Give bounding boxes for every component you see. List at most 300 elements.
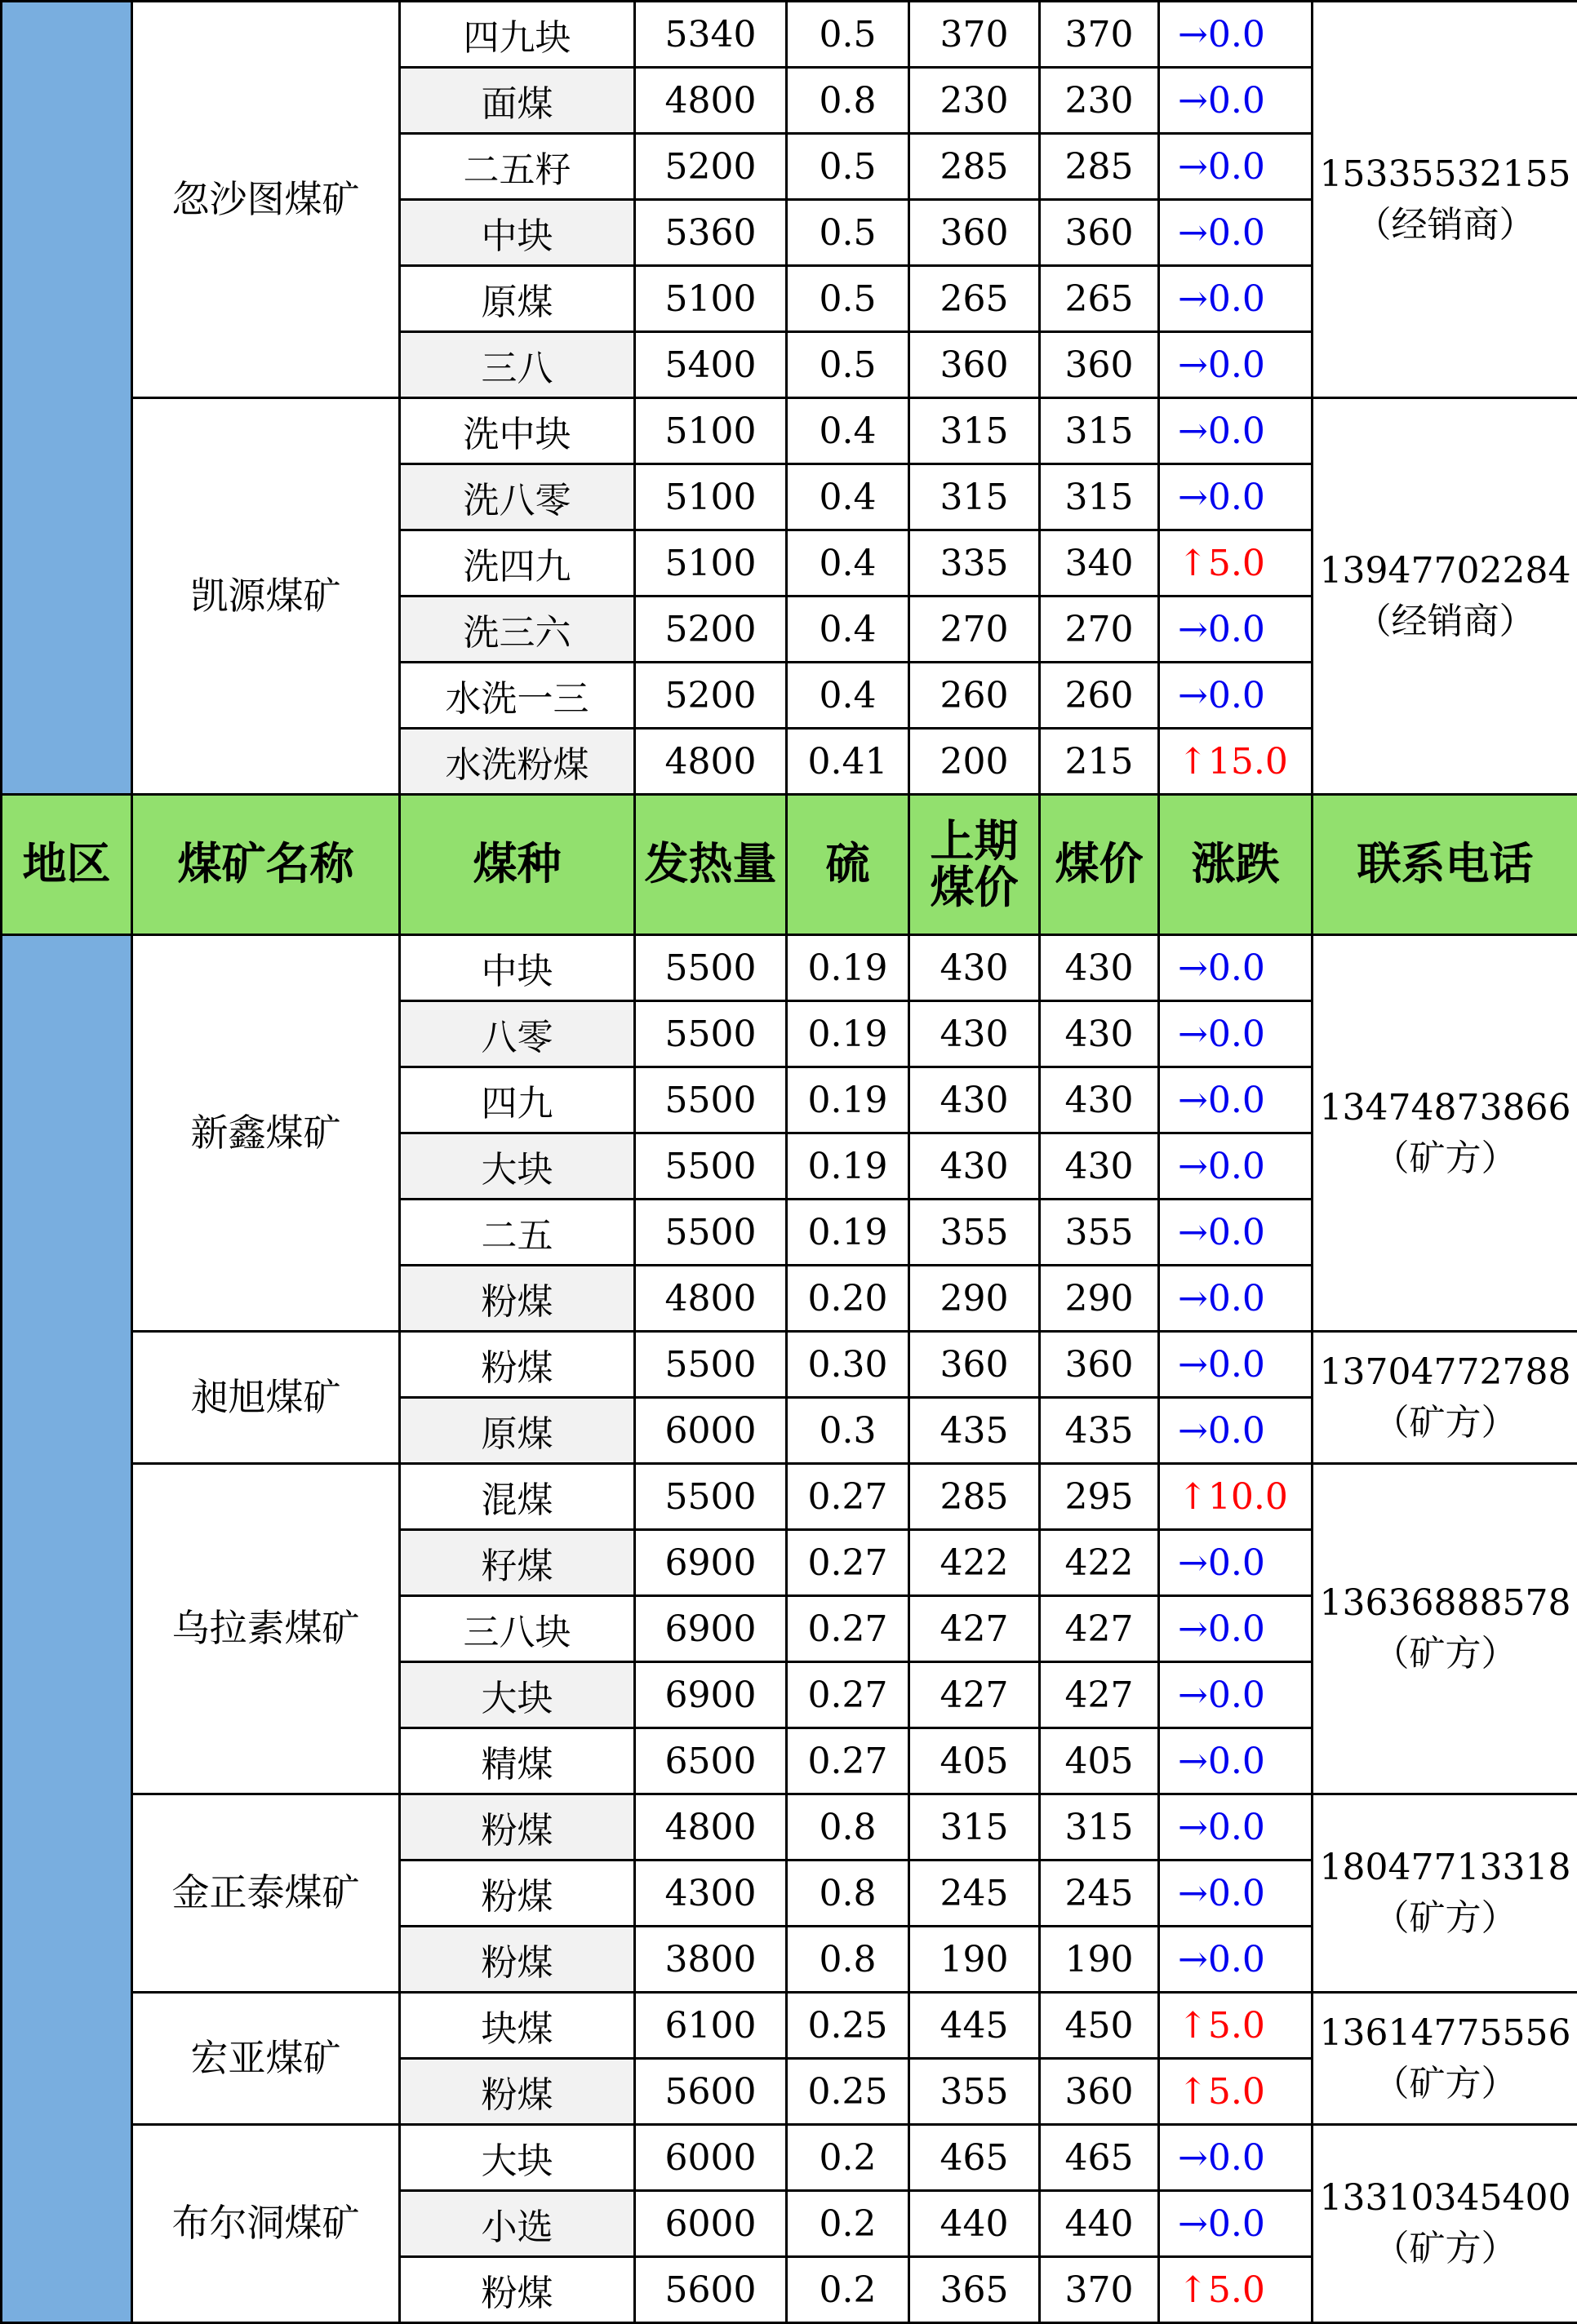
price-change — [1159, 1662, 1313, 1728]
price-change — [1159, 935, 1313, 1001]
coal-type: 粉煤 — [400, 1266, 635, 1332]
prev-price: 430 — [909, 1133, 1040, 1200]
calorific-value: 6000 — [635, 1398, 787, 1464]
up-arrow-icon: ↑ — [1178, 2070, 1208, 2113]
sulfur-value: 0.19 — [787, 1200, 909, 1266]
current-price: 422 — [1040, 1530, 1159, 1596]
coal-type: 中块 — [400, 935, 635, 1001]
mine-name: 昶旭煤矿 — [132, 1332, 400, 1464]
mine-name: 金正泰煤矿 — [132, 1794, 400, 1993]
prev-price: 422 — [909, 1530, 1040, 1596]
contact-role: （矿方） — [1373, 1401, 1517, 1444]
current-price: 230 — [1040, 68, 1159, 134]
price-change-value: 0.0 — [1207, 1608, 1265, 1650]
sulfur-value: 0.41 — [787, 729, 909, 795]
right-arrow-icon: → — [1178, 410, 1208, 452]
price-change-value: 0.0 — [1207, 1211, 1265, 1253]
coal-type: 粉煤 — [400, 1861, 635, 1927]
contact-role: （矿方） — [1373, 1137, 1517, 1179]
prev-price: 360 — [909, 200, 1040, 266]
coal-type: 大块 — [400, 2125, 635, 2191]
current-price: 260 — [1040, 663, 1159, 729]
current-price: 430 — [1040, 1133, 1159, 1200]
price-change — [1159, 2257, 1313, 2323]
calorific-value: 5500 — [635, 1332, 787, 1398]
prev-price: 405 — [909, 1728, 1040, 1794]
price-change-value: 0.0 — [1207, 608, 1265, 650]
coal-type: 洗八零 — [400, 464, 635, 530]
sulfur-value: 0.4 — [787, 663, 909, 729]
price-change — [1159, 1001, 1313, 1067]
current-price: 245 — [1040, 1861, 1159, 1927]
price-change — [1159, 1398, 1313, 1464]
sulfur-value: 0.20 — [787, 1266, 909, 1332]
price-change — [1159, 68, 1313, 134]
current-price: 290 — [1040, 1266, 1159, 1332]
prev-price: 360 — [909, 332, 1040, 398]
calorific-value: 3800 — [635, 1927, 787, 1993]
right-arrow-icon: → — [1178, 1541, 1208, 1584]
phone-number: 13704772788 — [1319, 1350, 1571, 1393]
sulfur-value: 0.2 — [787, 2191, 909, 2257]
calorific-value: 5500 — [635, 1200, 787, 1266]
calorific-value: 6100 — [635, 1993, 787, 2059]
price-change-value: 0.0 — [1207, 1079, 1265, 1121]
sulfur-value: 0.30 — [787, 1332, 909, 1398]
prev-price: 290 — [909, 1266, 1040, 1332]
current-price: 440 — [1040, 2191, 1159, 2257]
price-change — [1159, 663, 1313, 729]
right-arrow-icon: → — [1178, 1277, 1208, 1319]
right-arrow-icon: → — [1178, 608, 1208, 650]
prev-price: 260 — [909, 663, 1040, 729]
prev-price: 427 — [909, 1662, 1040, 1728]
price-change — [1159, 1530, 1313, 1596]
prev-price: 355 — [909, 2059, 1040, 2125]
current-price: 215 — [1040, 729, 1159, 795]
right-arrow-icon: → — [1178, 344, 1208, 386]
price-change — [1159, 2191, 1313, 2257]
current-price: 370 — [1040, 2, 1159, 68]
contact-role: （矿方） — [1373, 2228, 1517, 2269]
coal-type: 洗三六 — [400, 597, 635, 663]
coal-type: 原煤 — [400, 266, 635, 332]
current-price: 427 — [1040, 1596, 1159, 1662]
calorific-value: 5500 — [635, 1067, 787, 1133]
current-price: 360 — [1040, 2059, 1159, 2125]
table-row — [2, 1794, 1577, 1861]
price-change-value: 0.0 — [1207, 1740, 1265, 1782]
price-change — [1159, 2125, 1313, 2191]
coal-type: 小选 — [400, 2191, 635, 2257]
price-change-value: 0.0 — [1207, 1409, 1265, 1452]
contact-phone — [1313, 2125, 1577, 2323]
price-change-value: 0.0 — [1207, 1145, 1265, 1187]
contact-phone — [1313, 398, 1577, 795]
calorific-value: 6900 — [635, 1596, 787, 1662]
prev-price: 355 — [909, 1200, 1040, 1266]
prev-price: 360 — [909, 1332, 1040, 1398]
sulfur-value: 0.19 — [787, 1133, 909, 1200]
mine-name: 宏亚煤矿 — [132, 1993, 400, 2125]
coal-type: 面煤 — [400, 68, 635, 134]
coal-type: 粉煤 — [400, 1794, 635, 1861]
sulfur-value: 0.19 — [787, 935, 909, 1001]
sulfur-value: 0.5 — [787, 332, 909, 398]
table-row — [2, 2125, 1577, 2191]
prev-price: 445 — [909, 1993, 1040, 2059]
price-change-value: 0.0 — [1207, 1938, 1265, 1980]
calorific-value: 5200 — [635, 134, 787, 200]
coal-type: 水洗一三 — [400, 663, 635, 729]
contact-phone — [1313, 1794, 1577, 1993]
price-change-value: 0.0 — [1207, 211, 1265, 254]
price-change — [1159, 134, 1313, 200]
price-change — [1159, 729, 1313, 795]
coal-type: 粉煤 — [400, 1927, 635, 1993]
price-change-value: 0.0 — [1207, 2136, 1265, 2179]
coal-type: 二五 — [400, 1200, 635, 1266]
coal-type: 原煤 — [400, 1398, 635, 1464]
price-change — [1159, 1464, 1313, 1530]
sulfur-value: 0.19 — [787, 1067, 909, 1133]
price-change-value: 0.0 — [1207, 947, 1265, 989]
phone-number: 13947702284 — [1319, 549, 1571, 592]
contact-role: （矿方） — [1373, 1633, 1517, 1674]
header-coal-type: 煤种 — [400, 795, 635, 935]
coal-type: 四九 — [400, 1067, 635, 1133]
sulfur-value: 0.3 — [787, 1398, 909, 1464]
contact-phone — [1313, 2, 1577, 398]
sulfur-value: 0.27 — [787, 1596, 909, 1662]
calorific-value: 6000 — [635, 2125, 787, 2191]
prev-price: 230 — [909, 68, 1040, 134]
price-change-value: 5.0 — [1207, 542, 1265, 584]
table-row — [2, 1464, 1577, 1530]
sulfur-value: 0.8 — [787, 1794, 909, 1861]
coal-type: 混煤 — [400, 1464, 635, 1530]
prev-price: 190 — [909, 1927, 1040, 1993]
calorific-value: 5100 — [635, 530, 787, 597]
right-arrow-icon: → — [1178, 476, 1208, 518]
header-prev-price-line2: 煤价 — [930, 861, 1019, 913]
current-price: 405 — [1040, 1728, 1159, 1794]
calorific-value: 5100 — [635, 398, 787, 464]
calorific-value: 6900 — [635, 1530, 787, 1596]
current-price: 295 — [1040, 1464, 1159, 1530]
current-price: 465 — [1040, 2125, 1159, 2191]
price-change-value: 0.0 — [1207, 2202, 1265, 2245]
coal-type: 水洗粉煤 — [400, 729, 635, 795]
sulfur-value: 0.8 — [787, 1861, 909, 1927]
sulfur-value: 0.27 — [787, 1530, 909, 1596]
coal-type: 二五籽 — [400, 134, 635, 200]
calorific-value: 6900 — [635, 1662, 787, 1728]
current-price: 430 — [1040, 1001, 1159, 1067]
contact-phone — [1313, 935, 1577, 1332]
header-prev-price-line1: 上期 — [930, 814, 1019, 867]
coal-type: 大块 — [400, 1662, 635, 1728]
calorific-value: 5200 — [635, 663, 787, 729]
coal-type: 粉煤 — [400, 2059, 635, 2125]
phone-number: 13474873866 — [1319, 1086, 1571, 1129]
prev-price: 435 — [909, 1398, 1040, 1464]
prev-price: 430 — [909, 1067, 1040, 1133]
price-change-value: 0.0 — [1207, 674, 1265, 716]
sulfur-value: 0.4 — [787, 530, 909, 597]
coal-type: 粉煤 — [400, 2257, 635, 2323]
price-change — [1159, 266, 1313, 332]
prev-price: 265 — [909, 266, 1040, 332]
current-price: 427 — [1040, 1662, 1159, 1728]
calorific-value: 4300 — [635, 1861, 787, 1927]
sulfur-value: 0.5 — [787, 134, 909, 200]
sulfur-value: 0.25 — [787, 2059, 909, 2125]
calorific-value: 5360 — [635, 200, 787, 266]
calorific-value: 5500 — [635, 1133, 787, 1200]
price-change — [1159, 1728, 1313, 1794]
price-change-value: 0.0 — [1207, 1013, 1265, 1055]
price-change — [1159, 332, 1313, 398]
prev-price: 430 — [909, 935, 1040, 1001]
current-price: 315 — [1040, 464, 1159, 530]
region-cell — [2, 2, 132, 795]
right-arrow-icon: → — [1178, 1079, 1208, 1121]
coal-type: 八零 — [400, 1001, 635, 1067]
calorific-value: 5340 — [635, 2, 787, 68]
table-row — [2, 2, 1577, 68]
calorific-value: 4800 — [635, 68, 787, 134]
right-arrow-icon: → — [1178, 1343, 1208, 1386]
up-arrow-icon: ↑ — [1178, 740, 1208, 783]
coal-type: 大块 — [400, 1133, 635, 1200]
table-row — [2, 1993, 1577, 2059]
coal-type: 三八 — [400, 332, 635, 398]
contact-role: （经销商） — [1355, 600, 1535, 642]
table-row — [2, 1332, 1577, 1398]
header-price: 煤价 — [1040, 795, 1159, 935]
right-arrow-icon: → — [1178, 1806, 1208, 1848]
calorific-value: 5100 — [635, 266, 787, 332]
contact-phone — [1313, 1993, 1577, 2125]
prev-price: 365 — [909, 2257, 1040, 2323]
header-region: 地区 — [2, 795, 132, 935]
prev-price: 270 — [909, 597, 1040, 663]
coal-type: 籽煤 — [400, 1530, 635, 1596]
coal-type: 中块 — [400, 200, 635, 266]
price-change-value: 0.0 — [1207, 1674, 1265, 1716]
price-change-value: 0.0 — [1207, 1872, 1265, 1914]
price-change — [1159, 1794, 1313, 1861]
prev-price: 430 — [909, 1001, 1040, 1067]
phone-number: 13636888578 — [1319, 1582, 1571, 1625]
prev-price: 315 — [909, 1794, 1040, 1861]
price-change — [1159, 1861, 1313, 1927]
sulfur-value: 0.4 — [787, 398, 909, 464]
phone-number: 13310345400 — [1319, 2177, 1571, 2220]
right-arrow-icon: → — [1178, 211, 1208, 254]
right-arrow-icon: → — [1178, 674, 1208, 716]
header-change: 涨跌 — [1159, 795, 1313, 935]
sulfur-value: 0.5 — [787, 200, 909, 266]
price-change — [1159, 464, 1313, 530]
price-change-value: 0.0 — [1207, 277, 1265, 320]
contact-phone — [1313, 1332, 1577, 1464]
right-arrow-icon: → — [1178, 145, 1208, 188]
price-change — [1159, 530, 1313, 597]
table-body — [2, 2, 1577, 2323]
up-arrow-icon: ↑ — [1178, 2269, 1208, 2311]
sulfur-value: 0.2 — [787, 2257, 909, 2323]
price-change-value: 0.0 — [1207, 145, 1265, 188]
price-change — [1159, 1067, 1313, 1133]
mine-name: 乌拉素煤矿 — [132, 1464, 400, 1794]
current-price: 285 — [1040, 134, 1159, 200]
current-price: 340 — [1040, 530, 1159, 597]
contact-role: （矿方） — [1373, 1897, 1517, 1939]
header-prev-price — [909, 795, 1040, 935]
prev-price: 335 — [909, 530, 1040, 597]
sulfur-value: 0.5 — [787, 2, 909, 68]
prev-price: 285 — [909, 1464, 1040, 1530]
sulfur-value: 0.4 — [787, 464, 909, 530]
price-change-value: 15.0 — [1207, 740, 1288, 783]
price-change — [1159, 1332, 1313, 1398]
price-change — [1159, 1133, 1313, 1200]
right-arrow-icon: → — [1178, 277, 1208, 320]
current-price: 450 — [1040, 1993, 1159, 2059]
coal-type: 块煤 — [400, 1993, 635, 2059]
up-arrow-icon: ↑ — [1178, 542, 1208, 584]
calorific-value: 5100 — [635, 464, 787, 530]
current-price: 430 — [1040, 935, 1159, 1001]
price-change — [1159, 1993, 1313, 2059]
right-arrow-icon: → — [1178, 1674, 1208, 1716]
sulfur-value: 0.5 — [787, 266, 909, 332]
mine-name: 布尔洞煤矿 — [132, 2125, 400, 2323]
sulfur-value: 0.8 — [787, 1927, 909, 1993]
coal-type: 三八块 — [400, 1596, 635, 1662]
calorific-value: 5500 — [635, 1464, 787, 1530]
phone-number: 18047713318 — [1319, 1847, 1571, 1889]
price-change — [1159, 1596, 1313, 1662]
coal-type: 精煤 — [400, 1728, 635, 1794]
calorific-value: 6000 — [635, 2191, 787, 2257]
price-change-value: 0.0 — [1207, 79, 1265, 122]
mine-name: 新鑫煤矿 — [132, 935, 400, 1332]
sulfur-value: 0.27 — [787, 1464, 909, 1530]
region-cell — [2, 935, 132, 2323]
current-price: 315 — [1040, 398, 1159, 464]
current-price: 315 — [1040, 1794, 1159, 1861]
coal-type: 洗中块 — [400, 398, 635, 464]
right-arrow-icon: → — [1178, 1740, 1208, 1782]
coal-type: 洗四九 — [400, 530, 635, 597]
price-change-value: 0.0 — [1207, 1277, 1265, 1319]
right-arrow-icon: → — [1178, 1938, 1208, 1980]
current-price: 270 — [1040, 597, 1159, 663]
right-arrow-icon: → — [1178, 79, 1208, 122]
calorific-value: 5600 — [635, 2257, 787, 2323]
header-row — [2, 795, 1577, 935]
phone-number: 15335532155 — [1319, 153, 1571, 195]
header-sulfur: 硫 — [787, 795, 909, 935]
calorific-value: 4800 — [635, 1794, 787, 1861]
right-arrow-icon: → — [1178, 2202, 1208, 2245]
contact-role: （经销商） — [1355, 203, 1535, 246]
price-change-value: 0.0 — [1207, 476, 1265, 518]
price-change — [1159, 597, 1313, 663]
price-change-value: 5.0 — [1207, 2004, 1265, 2047]
sulfur-value: 0.25 — [787, 1993, 909, 2059]
price-change-value: 10.0 — [1207, 1475, 1288, 1518]
price-change — [1159, 1927, 1313, 1993]
price-change — [1159, 1200, 1313, 1266]
calorific-value: 5500 — [635, 935, 787, 1001]
prev-price: 245 — [909, 1861, 1040, 1927]
price-change — [1159, 2, 1313, 68]
calorific-value: 6500 — [635, 1728, 787, 1794]
table-row — [2, 398, 1577, 464]
right-arrow-icon: → — [1178, 1409, 1208, 1452]
calorific-value: 5500 — [635, 1001, 787, 1067]
right-arrow-icon: → — [1178, 1013, 1208, 1055]
prev-price: 285 — [909, 134, 1040, 200]
price-change-value: 0.0 — [1207, 1541, 1265, 1584]
prev-price: 465 — [909, 2125, 1040, 2191]
current-price: 370 — [1040, 2257, 1159, 2323]
sulfur-value: 0.27 — [787, 1728, 909, 1794]
coal-type: 粉煤 — [400, 1332, 635, 1398]
price-change-value: 0.0 — [1207, 1806, 1265, 1848]
current-price: 360 — [1040, 332, 1159, 398]
mine-name: 忽沙图煤矿 — [132, 2, 400, 398]
prev-price: 315 — [909, 464, 1040, 530]
phone-number: 13614775556 — [1319, 2011, 1571, 2054]
current-price: 360 — [1040, 200, 1159, 266]
coal-type: 四九块 — [400, 2, 635, 68]
sulfur-value: 0.19 — [787, 1001, 909, 1067]
prev-price: 370 — [909, 2, 1040, 68]
price-change-value: 0.0 — [1207, 344, 1265, 386]
table-row — [2, 935, 1577, 1001]
prev-price: 440 — [909, 2191, 1040, 2257]
header-calorific: 发热量 — [635, 795, 787, 935]
prev-price: 315 — [909, 398, 1040, 464]
mine-name: 凯源煤矿 — [132, 398, 400, 795]
price-change — [1159, 2059, 1313, 2125]
header-mine-name: 煤矿名称 — [132, 795, 400, 935]
sulfur-value: 0.4 — [787, 597, 909, 663]
price-change-value: 5.0 — [1207, 2269, 1265, 2311]
prev-price: 200 — [909, 729, 1040, 795]
right-arrow-icon: → — [1178, 1211, 1208, 1253]
sulfur-value: 0.2 — [787, 2125, 909, 2191]
up-arrow-icon: ↑ — [1178, 2004, 1208, 2047]
contact-role: （矿方） — [1373, 2062, 1517, 2104]
current-price: 355 — [1040, 1200, 1159, 1266]
calorific-value: 5200 — [635, 597, 787, 663]
current-price: 190 — [1040, 1927, 1159, 1993]
current-price: 435 — [1040, 1398, 1159, 1464]
sulfur-value: 0.8 — [787, 68, 909, 134]
right-arrow-icon: → — [1178, 1608, 1208, 1650]
right-arrow-icon: → — [1178, 947, 1208, 989]
up-arrow-icon: ↑ — [1178, 1475, 1208, 1518]
current-price: 430 — [1040, 1067, 1159, 1133]
prev-price: 427 — [909, 1596, 1040, 1662]
right-arrow-icon: → — [1178, 1145, 1208, 1187]
